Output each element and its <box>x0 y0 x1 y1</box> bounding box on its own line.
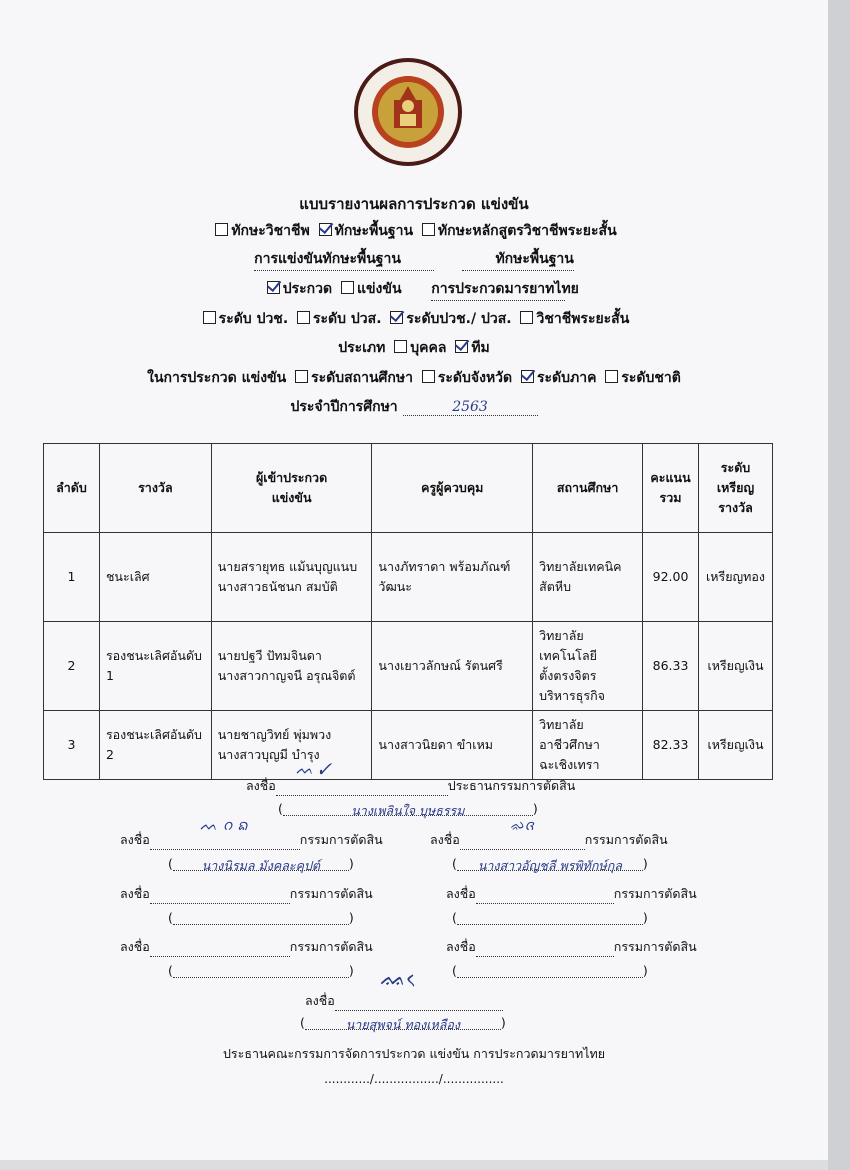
judge2-signature-line: ลงชื่อ กรรมการตัดสิน <box>430 830 668 850</box>
header-contestants: ผู้เข้าประกวด แข่งขัน <box>211 444 372 533</box>
judge4-name-line: ( ) <box>452 910 648 925</box>
header-school: สถานศึกษา <box>533 444 643 533</box>
checkbox-level-pvs[interactable] <box>297 311 310 324</box>
checkbox-scope-school[interactable] <box>295 370 308 383</box>
judge5-signature-line: ลงชื่อ กรรมการตัดสิน <box>120 937 373 957</box>
results-table <box>43 443 773 780</box>
judge3-name-line: ( ) <box>168 910 354 925</box>
table-row: 3 รองชนะเลิศอันดับ 2 นายชาญวิทย์ พุ่มพวง นางสาวบุญมี บำรุง นางสาวนิยดา ขำเหม วิทยาลัยอาชีวศึกษา ฉะเชิงเทรา 82.33 เหรียญเงิน <box>44 711 773 780</box>
checkbox-team[interactable] <box>455 340 468 353</box>
judge3-signature-line: ลงชื่อ กรรมการตัดสิน <box>120 884 373 904</box>
chair-name-line: ( นางเพลินใจ บุษธรรม ) <box>278 801 538 818</box>
judge2-signature-scribble: ᨋᨩ <box>510 816 534 834</box>
checkbox-vocational-skill[interactable] <box>215 223 228 236</box>
chair-signature-scribble: ᨓ ✓ <box>296 760 330 778</box>
checkbox-competition[interactable] <box>341 281 354 294</box>
president-role: ประธานคณะกรรมการจัดการประกวด แข่งขัน การประกวดมารยาทไทย <box>222 1046 606 1061</box>
judge6-signature-line: ลงชื่อ กรรมการตัดสิน <box>446 937 697 957</box>
judge5-name-line: ( ) <box>168 963 354 978</box>
header-score: คะแนน รวม <box>643 444 699 533</box>
contest-name: การประกวดมารยาทไทย <box>431 278 565 301</box>
judge4-signature-line: ลงชื่อ กรรมการตัดสิน <box>446 884 697 904</box>
academic-year-line: ประจำปีการศึกษา 2563 <box>0 396 828 418</box>
checkbox-level-pvc-pvs[interactable] <box>390 311 403 324</box>
president-signature-line: ลงชื่อ <box>305 991 503 1011</box>
checkbox-short-course-skill[interactable] <box>422 223 435 236</box>
judge1-signature-scribble: ᨓ ᨣ ᨦ <box>200 816 248 834</box>
level-options: ระดับ ปวช. ระดับ ปวส. ระดับปวช./ ปวส. วิชาชีพระยะสั้น <box>0 308 828 330</box>
checkbox-scope-region[interactable] <box>521 370 534 383</box>
header-award: รางวัล <box>99 444 211 533</box>
header-rank: ลำดับ <box>44 444 100 533</box>
chair-signature-line: ลงชื่อ ประธานกรรมการตัดสิน <box>246 776 575 796</box>
judge1-name-line: ( นางนิรมล มังคละคุปต์ ) <box>168 856 354 873</box>
date-line: ............/................./................ <box>324 1072 504 1086</box>
checkbox-individual[interactable] <box>394 340 407 353</box>
checkbox-scope-national[interactable] <box>605 370 618 383</box>
checkbox-contest[interactable] <box>267 281 280 294</box>
table-header-row <box>44 444 773 533</box>
judge1-signature-line: ลงชื่อ กรรมการตัดสิน <box>120 830 383 850</box>
academic-year-value: 2563 <box>403 399 538 416</box>
scope-options: ในการประกวด แข่งขัน ระดับสถานศึกษา ระดับจังหวัด ระดับภาค ระดับชาติ <box>147 370 681 386</box>
table-row: 2 รองชนะเลิศอันดับ 1 นายปฐวี ปัทมจินดา นางสาวกาญจนี อรุณจิตต์ นางเยาวลักษณ์ รัตนศรี วิทยาลัยเทคโนโลยี ตั้งตรงจิตร บริหารธุรกิจ 86.33 เหรียญเงิน <box>44 622 773 711</box>
form-title: แบบรายงานผลการประกวด แข่งขัน <box>299 195 529 213</box>
president-signature-scribble: ᨐ ᨙ <box>380 966 424 991</box>
competition-line: การแข่งขันทักษะพื้นฐาน ทักษะพื้นฐาน <box>0 248 828 271</box>
judge6-name-line: ( ) <box>452 963 648 978</box>
table-row: 1 ชนะเลิศ นายสรายุทธ แม้นบุญแนบ นางสาวธนัชนก สมบัติ นางภัทราดา พร้อมภัณฑ์ วัฒนะ วิทยาลัยเทคนิค สัตหีบ 92.00 เหรียญทอง <box>44 533 773 622</box>
judge2-name-line: ( นางสาวอัญชลี พรพิทักษ์กุล ) <box>452 856 648 873</box>
page-edge <box>828 0 850 1170</box>
checkbox-basic-skill[interactable] <box>319 223 332 236</box>
checkbox-scope-province[interactable] <box>422 370 435 383</box>
checkbox-level-pvc[interactable] <box>203 311 216 324</box>
mode-options: ประกวด แข่งขัน การประกวดมารยาทไทย <box>0 278 828 301</box>
checkbox-level-short-course[interactable] <box>520 311 533 324</box>
vocational-commission-logo <box>352 56 464 168</box>
category-options: ประเภท บุคคล ทีม <box>338 340 490 356</box>
skill-type-options: ทักษะวิชาชีพ ทักษะพื้นฐาน ทักษะหลักสูตรวิชาชีพระยะสั้น <box>0 220 828 242</box>
header-medal: ระดับ เหรียญ รางวัล <box>699 444 773 533</box>
header-teacher: ครูผู้ควบคุม <box>372 444 533 533</box>
president-name-line: ( นายสุพจน์ ทองเหลือง ) <box>300 1015 506 1032</box>
